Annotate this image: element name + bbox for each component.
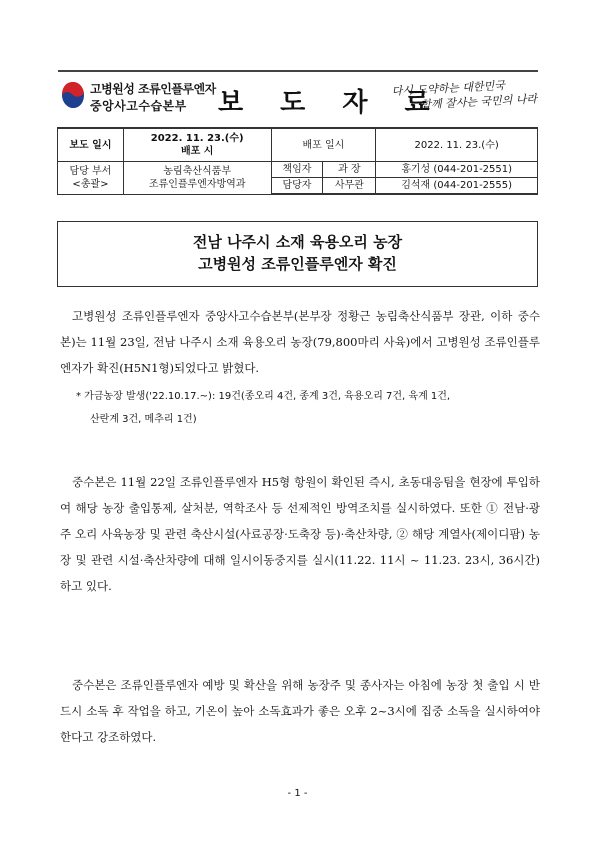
logo-line2: 중앙사고수습본부 bbox=[90, 99, 187, 113]
slogan bbox=[391, 76, 542, 114]
footnote bbox=[76, 385, 536, 431]
header-top-rule bbox=[58, 70, 538, 72]
paragraph-2: 중수본은 11월 22일 조류인플루엔자 H5형 항원이 확인된 즉시, 초동대응팀을 현장에 투입하여 해당 농장 출입통제, 살처분, 역학조사 등 선제적인 방역조치를 실시하였다. 또한 ① 전남·광주 오리 사육농장 및 관련 축산시설(사료공장·도축장 등)·축산차량, ② 해당 계열사(제이디팜) 농장 및 관련 시설·축산차량에 대해 일시이동중지를 실시(11.22. 11시 ~ 11.23. 23시, 36시간)하고 있다. bbox=[60, 475, 540, 593]
taegeuk-emblem-icon bbox=[60, 80, 86, 110]
manager-label: 책임자 bbox=[271, 162, 323, 178]
staff-title: 사무관 bbox=[323, 178, 376, 195]
page-number: - 1 - bbox=[287, 788, 308, 799]
logo-line1: 고병원성 조류인플루엔자 bbox=[90, 82, 216, 96]
report-date-cell bbox=[123, 128, 271, 162]
manager-title: 과 장 bbox=[323, 162, 376, 178]
release-info-table bbox=[57, 127, 538, 195]
headline-line2: 고병원성 조류인플루엔자 확진 bbox=[198, 255, 397, 273]
document-title: 보 도 자 료 bbox=[218, 88, 444, 118]
dept-value1: 농림축산식품부 bbox=[163, 165, 231, 177]
staff-name: 김석재 (044-201-2555) bbox=[376, 178, 538, 195]
manager-name: 홍기성 (044-201-2551) bbox=[376, 162, 538, 178]
dept-value-cell bbox=[123, 162, 271, 195]
paragraph-1: 고병원성 조류인플루엔자 중앙사고수습본부(본부장 정황근 농림축산식품부 장관, 이하 중수본)는 11월 23일, 전남 나주시 소재 육용오리 농장(79,800마리 사육)에서 고병원성 조류인플루엔자가 확진(H5N1형)되었다고 밝혔다. bbox=[60, 309, 540, 375]
footnote-line2: 산란계 3건, 메추리 1건) bbox=[90, 414, 197, 425]
dept-label-cell bbox=[58, 162, 124, 195]
report-date-label: 보도 일시 bbox=[58, 128, 124, 162]
release-date-label: 배포 일시 bbox=[271, 128, 376, 162]
footnote-line1: * 가금농장 발생('22.10.17.~): 19건(종오리 4건, 종계 3건, 육용오리 7건, 육계 1건, bbox=[76, 391, 451, 402]
report-date-value: 2022. 11. 23.(수) bbox=[150, 133, 244, 144]
slogan-line2: 함께 잘사는 국민의 나라 bbox=[420, 92, 538, 112]
dept-label-sub: <총괄> bbox=[72, 178, 109, 190]
dept-value2: 조류인플루엔자방역과 bbox=[148, 178, 246, 190]
dept-label: 담당 부서 bbox=[69, 165, 112, 177]
paragraph-3: 중수본은 조류인플루엔자 예방 및 확산을 위해 농장주 및 종사자는 아침에 농장 첫 출입 시 반드시 소독 후 작업을 하고, 기온이 높아 소독효과가 좋은 오후 2~3시에 집중 소독을 실시하여야 한다고 강조하였다. bbox=[60, 678, 540, 744]
headline-box bbox=[57, 221, 538, 287]
on-release-text: 배포 시 bbox=[180, 146, 214, 157]
release-date-value: 2022. 11. 23.(수) bbox=[376, 128, 538, 162]
slogan-line1: 다시 도약하는 대한민국 bbox=[391, 79, 506, 98]
headline-line1: 전남 나주시 소재 육용오리 농장 bbox=[192, 233, 403, 251]
agency-logo bbox=[60, 76, 216, 120]
staff-label: 담당자 bbox=[271, 178, 323, 195]
